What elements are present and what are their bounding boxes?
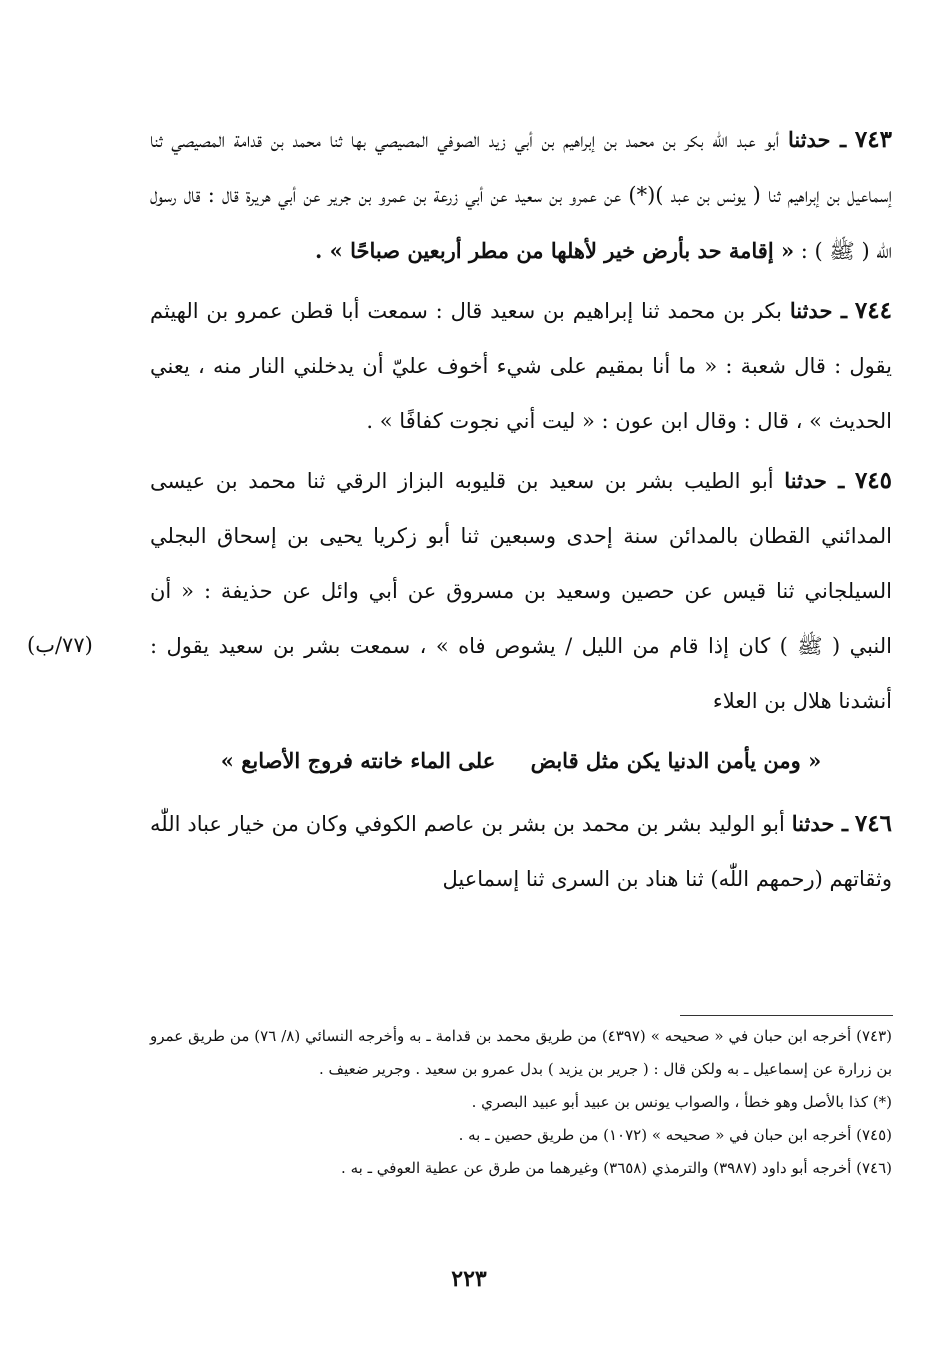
poem-verse bbox=[150, 733, 892, 788]
hadith-744 bbox=[150, 283, 892, 449]
hadith-number: ٧٤٣ bbox=[854, 126, 892, 153]
footnotes bbox=[150, 1020, 892, 1185]
hadith-isnad-part2: يشوص فاه » ، سمعت بشر بن سعيد يقول : أنشدنا هلال بن العلاء bbox=[150, 634, 892, 713]
hadith-number: ٧٤٤ bbox=[854, 297, 892, 324]
haddathana-label: ـ حدثنا bbox=[784, 468, 845, 493]
footnote-asterisk: (*) كذا بالأصل وهو خطأ ، والصواب يونس بن عبيد أبو عبيد البصري . bbox=[471, 1093, 892, 1111]
main-text bbox=[27, 112, 892, 911]
haddathana-label: ـ حدثنا bbox=[787, 127, 847, 152]
footnote-743: (٧٤٣) أخرجه ابن حبان في « صحيحه » (٤٣٩٧) من طريق محمد بن قدامة ـ به وأخرجه النسائي (٨/ ٧٦) من طريق عمرو بن زرارة عن إسماعيل ـ به ولكن قال : ( جرير بن يزيد ) بدل عمرو بن سعيد . وجرير ضعيف . bbox=[150, 1027, 892, 1078]
hadith-746 bbox=[150, 796, 892, 907]
hadith-isnad: أبو عبد اللّٰه بكر بن محمد بن إبراهيم بن أبي زيد الصوفي المصيصي بها ثنا محمد بن قدامة المصيصي ثنا إسماعيل بن إبراهيم ثنا ( يونس بن عبد )(*) عن عمرو بن سعيد عن أبي زرعة بن عمرو بن جرير عن أبي هريرة قال : قال رسول اللّٰه ( ﷺ ) : bbox=[150, 128, 892, 263]
footnote-746: (٧٤٦) أخرجه أبو داود (٣٩٨٧) والترمذي (٣٦٥٨) وغيرهما من طرق عن عطية العوفي ـ به . bbox=[341, 1159, 892, 1177]
hadith-matn: « إقامة حد بأرض خير لأهلها من مطر أربعين صباحًا » . bbox=[315, 238, 795, 263]
manuscript-folio-ref: (٧٧/ب) bbox=[27, 633, 93, 657]
hadith-number: ٧٤٥ bbox=[854, 467, 892, 494]
hadith-isnad: بكر بن محمد ثنا إبراهيم بن سعيد قال : سمعت أبا قطن عمرو بن الهيثم يقول : قال شعبة : « ما أنا بمقيم على شيء أخوف عليّ أن يدخلني النار منه ، يعني الحديث » ، قال : وقال ابن عون : « ليت أني نجوت كفافًا » . bbox=[150, 299, 892, 433]
footnote-745: (٧٤٥) أخرجه ابن حبان في « صحيحه » (١٠٧٢) من طريق حصين ـ به . bbox=[458, 1126, 892, 1144]
hadith-isnad: أبو الوليد بشر بن محمد بن بشر بن عاصم الكوفي وكان من خيار عباد اللّٰه وثقاتهم (رحمهم اللّٰه) ثنا هناد بن السرى ثنا إسماعيل bbox=[150, 812, 892, 891]
haddathana-label: ـ حدثنا bbox=[789, 298, 848, 323]
poem-second-hemistich: على الماء خانته فروج الأصابع » bbox=[220, 748, 496, 773]
hadith-743 bbox=[150, 112, 892, 279]
footnote-divider bbox=[680, 1015, 893, 1016]
hadith-number: ٧٤٦ bbox=[854, 810, 892, 837]
haddathana-label: ـ حدثنا bbox=[791, 811, 849, 836]
hadith-isnad-part1: أبو الطيب بشر بن سعيد بن قليوبه البزاز الرقي ثنا محمد بن عيسى المدائني القطان بالمدائن سنة إحدى وسبعين ثنا أبو زكريا يحيى بن إسحاق البجلي السيلجاني ثنا قيس عن حصين وسعيد بن مسروق عن أبي وائل عن حذيفة : « أن النبي ( ﷺ ) كان إذا قام من الليل / bbox=[150, 469, 892, 658]
hadith-745 bbox=[27, 453, 892, 729]
poem-first-hemistich: « ومن يأمن الدنيا يكن مثل قابض bbox=[530, 748, 822, 773]
page-number: ٢٢٣ bbox=[451, 1266, 487, 1292]
